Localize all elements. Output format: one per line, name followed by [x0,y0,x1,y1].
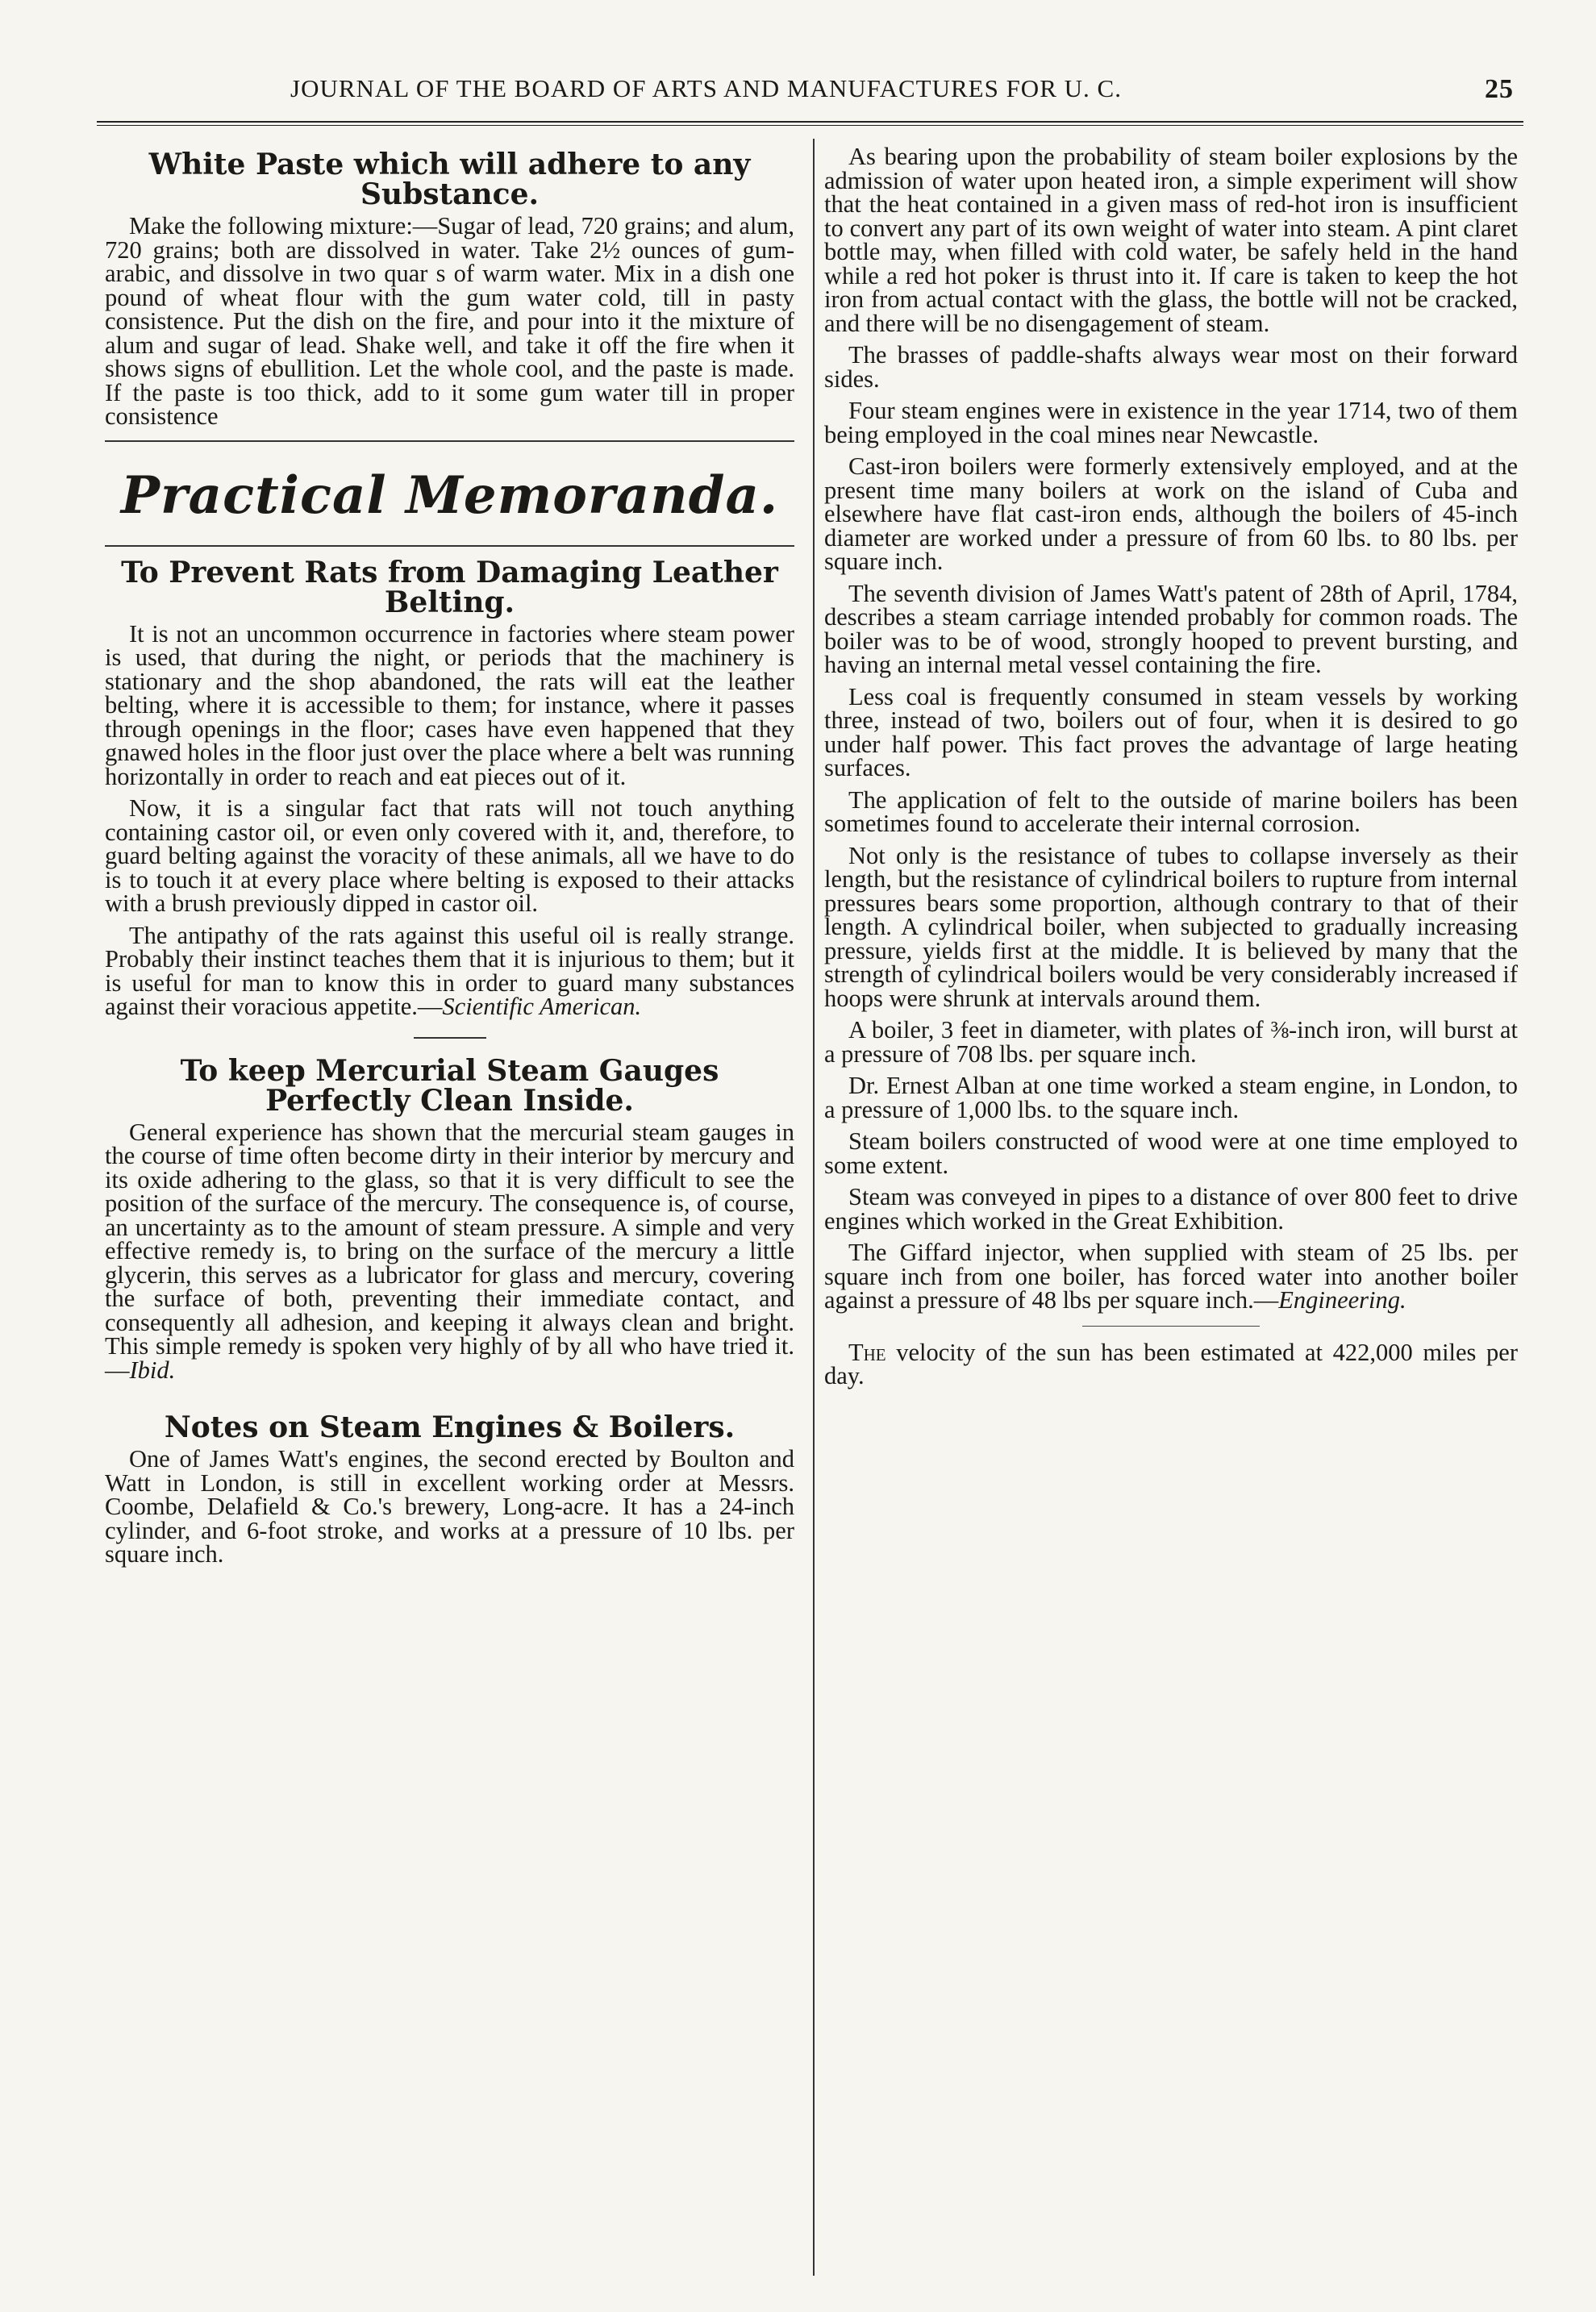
paragraph: As bearing upon the probability of steam boiler explosions by the admission of water upon heated iron, a simple experiment will show that the heat contained in a given mass of red-hot iron is insufficient to convert any part of its own weight of water into steam. A pint claret bottle may, when filled with cold water, be safely held in the hand while a red hot poker is thrust into it. If care is taken to keep the hot iron from actual contact with the glass, the bottle will not be cracked, and there will be no disengagement of steam. [824,143,1518,337]
paragraph: One of James Watt's engines, the second erected by Boulton and Watt in London, is still in excellent working order at Messrs. Coombe, Delafield & Co.'s brewery, Long-acre. It has a 24-inch cylinder, and 6-foot stroke, and works at a pressure of 10 lbs. per square inch. [105,1445,794,1568]
paragraph: The application of felt to the outside of marine boilers has been sometimes found to accelerate their internal corrosion. [824,785,1518,837]
lead-word: The [848,1338,886,1366]
paragraph: Cast-iron boilers were formerly extensively employed, and at the present time many boilers at work on the island of Cuba and elsewhere have flat cast-iron ends, although the boilers of 45-inch diameter are worked under a pressure of from 60 lbs. to 80 lbs. per square inch. [824,452,1518,575]
paragraph [824,1338,1518,1389]
paragraph: Now, it is a singular fact that rats will not touch anything containing castor oil, or even only covered with it, and, therefore, to guard belting against the voracity of these animals, all we have to do is to touch it at every place where belting is exposed to their attacks with a brush previously dipped in castor oil. [105,794,794,917]
article-white-paste [105,150,794,429]
section-rule [105,545,794,547]
paragraph: Steam boilers constructed of wood were at one time employed to some extent. [824,1127,1518,1179]
right-column [824,145,1518,2280]
paragraph: The brasses of paddle-shafts always wear most on their forward sides. [824,341,1518,393]
article-title: To keep Mercurial Steam Gauges Perfectly Clean Inside. [180,1053,719,1118]
source-citation: Ibid. [129,1356,176,1384]
column-divider [813,139,815,2276]
article-title: Notes on Steam Engines & Boilers. [164,1410,735,1444]
paragraph: Not only is the resistance of tubes to collapse inversely as their length, but the resistance of cylindrical boilers to rupture from internal pressures bears some proportion, although contrary to that of their length. A cylindrical boiler, when subjected to gradually increasing pressure, yields first at the middle. It is believed by many that the strength of cylindrical boilers would be very considerably increased if hoops were shrunk at intervals around them. [824,841,1518,1012]
separator-rule [1082,1326,1260,1327]
paragraph: The seventh division of James Watt's patent of 28th of April, 1784, describes a steam carriage intended probably for common roads. The boiler was to be of wood, strongly hooped to prevent bursting, and having an internal metal vessel containing the fire. [824,579,1518,678]
paragraph [105,921,794,1020]
article-rats [105,555,794,1020]
source-citation: Engineering. [1278,1286,1406,1314]
separator-rule [414,1037,486,1039]
paragraph [105,1118,794,1384]
page-header [97,74,1523,111]
article-title: To Prevent Rats from Damaging Leather Belting. [121,555,778,619]
paragraph: Dr. Ernest Alban at one time worked a steam engine, in London, to a pressure of 1,000 lbs. to the square inch. [824,1072,1518,1123]
paragraph-text: The antipathy of the rats against this useful oil is really strange. Probably their instinct teaches them that it is injurious to them; but it is useful for man to know this in order to guard many substances against their voracious appetite.— [105,921,794,1020]
paragraph [824,1241,1518,1313]
paragraph: Steam was conveyed in pipes to a distance of over 800 feet to drive engines which worked in the Great Exhibition. [824,1183,1518,1235]
article-gauges [105,1053,794,1384]
paragraph: Four steam engines were in existence in the year 1714, two of them being employed in the coal mines near Newcastle. [824,397,1518,448]
section-heading: Practical Memoranda. [120,464,779,526]
article-title: White Paste which will adhere to any Substance. [148,148,751,211]
source-citation: Scientific American. [442,993,642,1020]
paragraph: Make the following mixture:—Sugar of lead, 720 grains; and alum, 720 grains; both are dissolved in water. Take 2½ ounces of gum-arabic, and dissolve in two quar s of warm water. Mix in a dish one pound of wheat flour with the gum water cold, till in pasty consistence. Put the dish on the fire, and pour into it the mixture of alum and sugar of lead. Shake well, and take it off the fire when it shows signs of ebullition. Let the whole cool, and the paste is made. If the paste is too thick, add to it some gum water till in proper consistence [105,212,794,430]
paragraph-text: General experience has shown that the mercurial steam gauges in the course of time often become dirty in their interior by mercury and its oxide adhering to the glass, so that it is very difficult to see the position of the surface of the mercury. The consequence is, of course, an uncertainty as to the amount of steam pressure. A simple and very effective remedy is, to bring on the surface of the mercury a little glycerin, this serves as a lubricator for glass and mercury, covering the surface of both, preventing their immediate contact, and consequently all adhesion, and keeping it always clean and bright. This simple remedy is spoken very highly of by all who have tried it.— [105,1118,794,1384]
paragraph: A boiler, 3 feet in diameter, with plates of ⅜-inch iron, will burst at a pressure of 708 lbs. per square inch. [824,1016,1518,1068]
paragraph-text: The Giffard injector, when supplied with steam of 25 lbs. per square inch from one boiler, has forced water into another boiler against a pressure of 48 lbs per square inch.— [824,1239,1518,1314]
page-number: 25 [1485,74,1514,104]
paragraph: It is not an uncommon occurrence in factories where steam power is used, that during the night, or periods that the machinery is stationary and the shop abandoned, the rats will eat the leather belting, where it is accessible to them; for instance, where it passes through openings in the floor; cases have even happened that they gnawed holes in the floor just over the place where a belt was running horizontally in order to reach and eat pieces out of it. [105,619,794,790]
paragraph: Less coal is frequently consumed in steam vessels by working three, instead of two, boilers out of four, when it is desired to go under half power. This fact proves the advantage of large heating surfaces. [824,682,1518,781]
paragraph-text: velocity of the sun has been estimated at 422,000 miles per day. [824,1338,1518,1389]
running-title: JOURNAL OF THE BOARD OF ARTS AND MANUFACTURES FOR U. C. [290,74,1122,102]
article-notes [105,1410,794,1568]
section-rule [105,440,794,442]
left-column [105,145,794,2280]
header-rule [97,121,1523,126]
